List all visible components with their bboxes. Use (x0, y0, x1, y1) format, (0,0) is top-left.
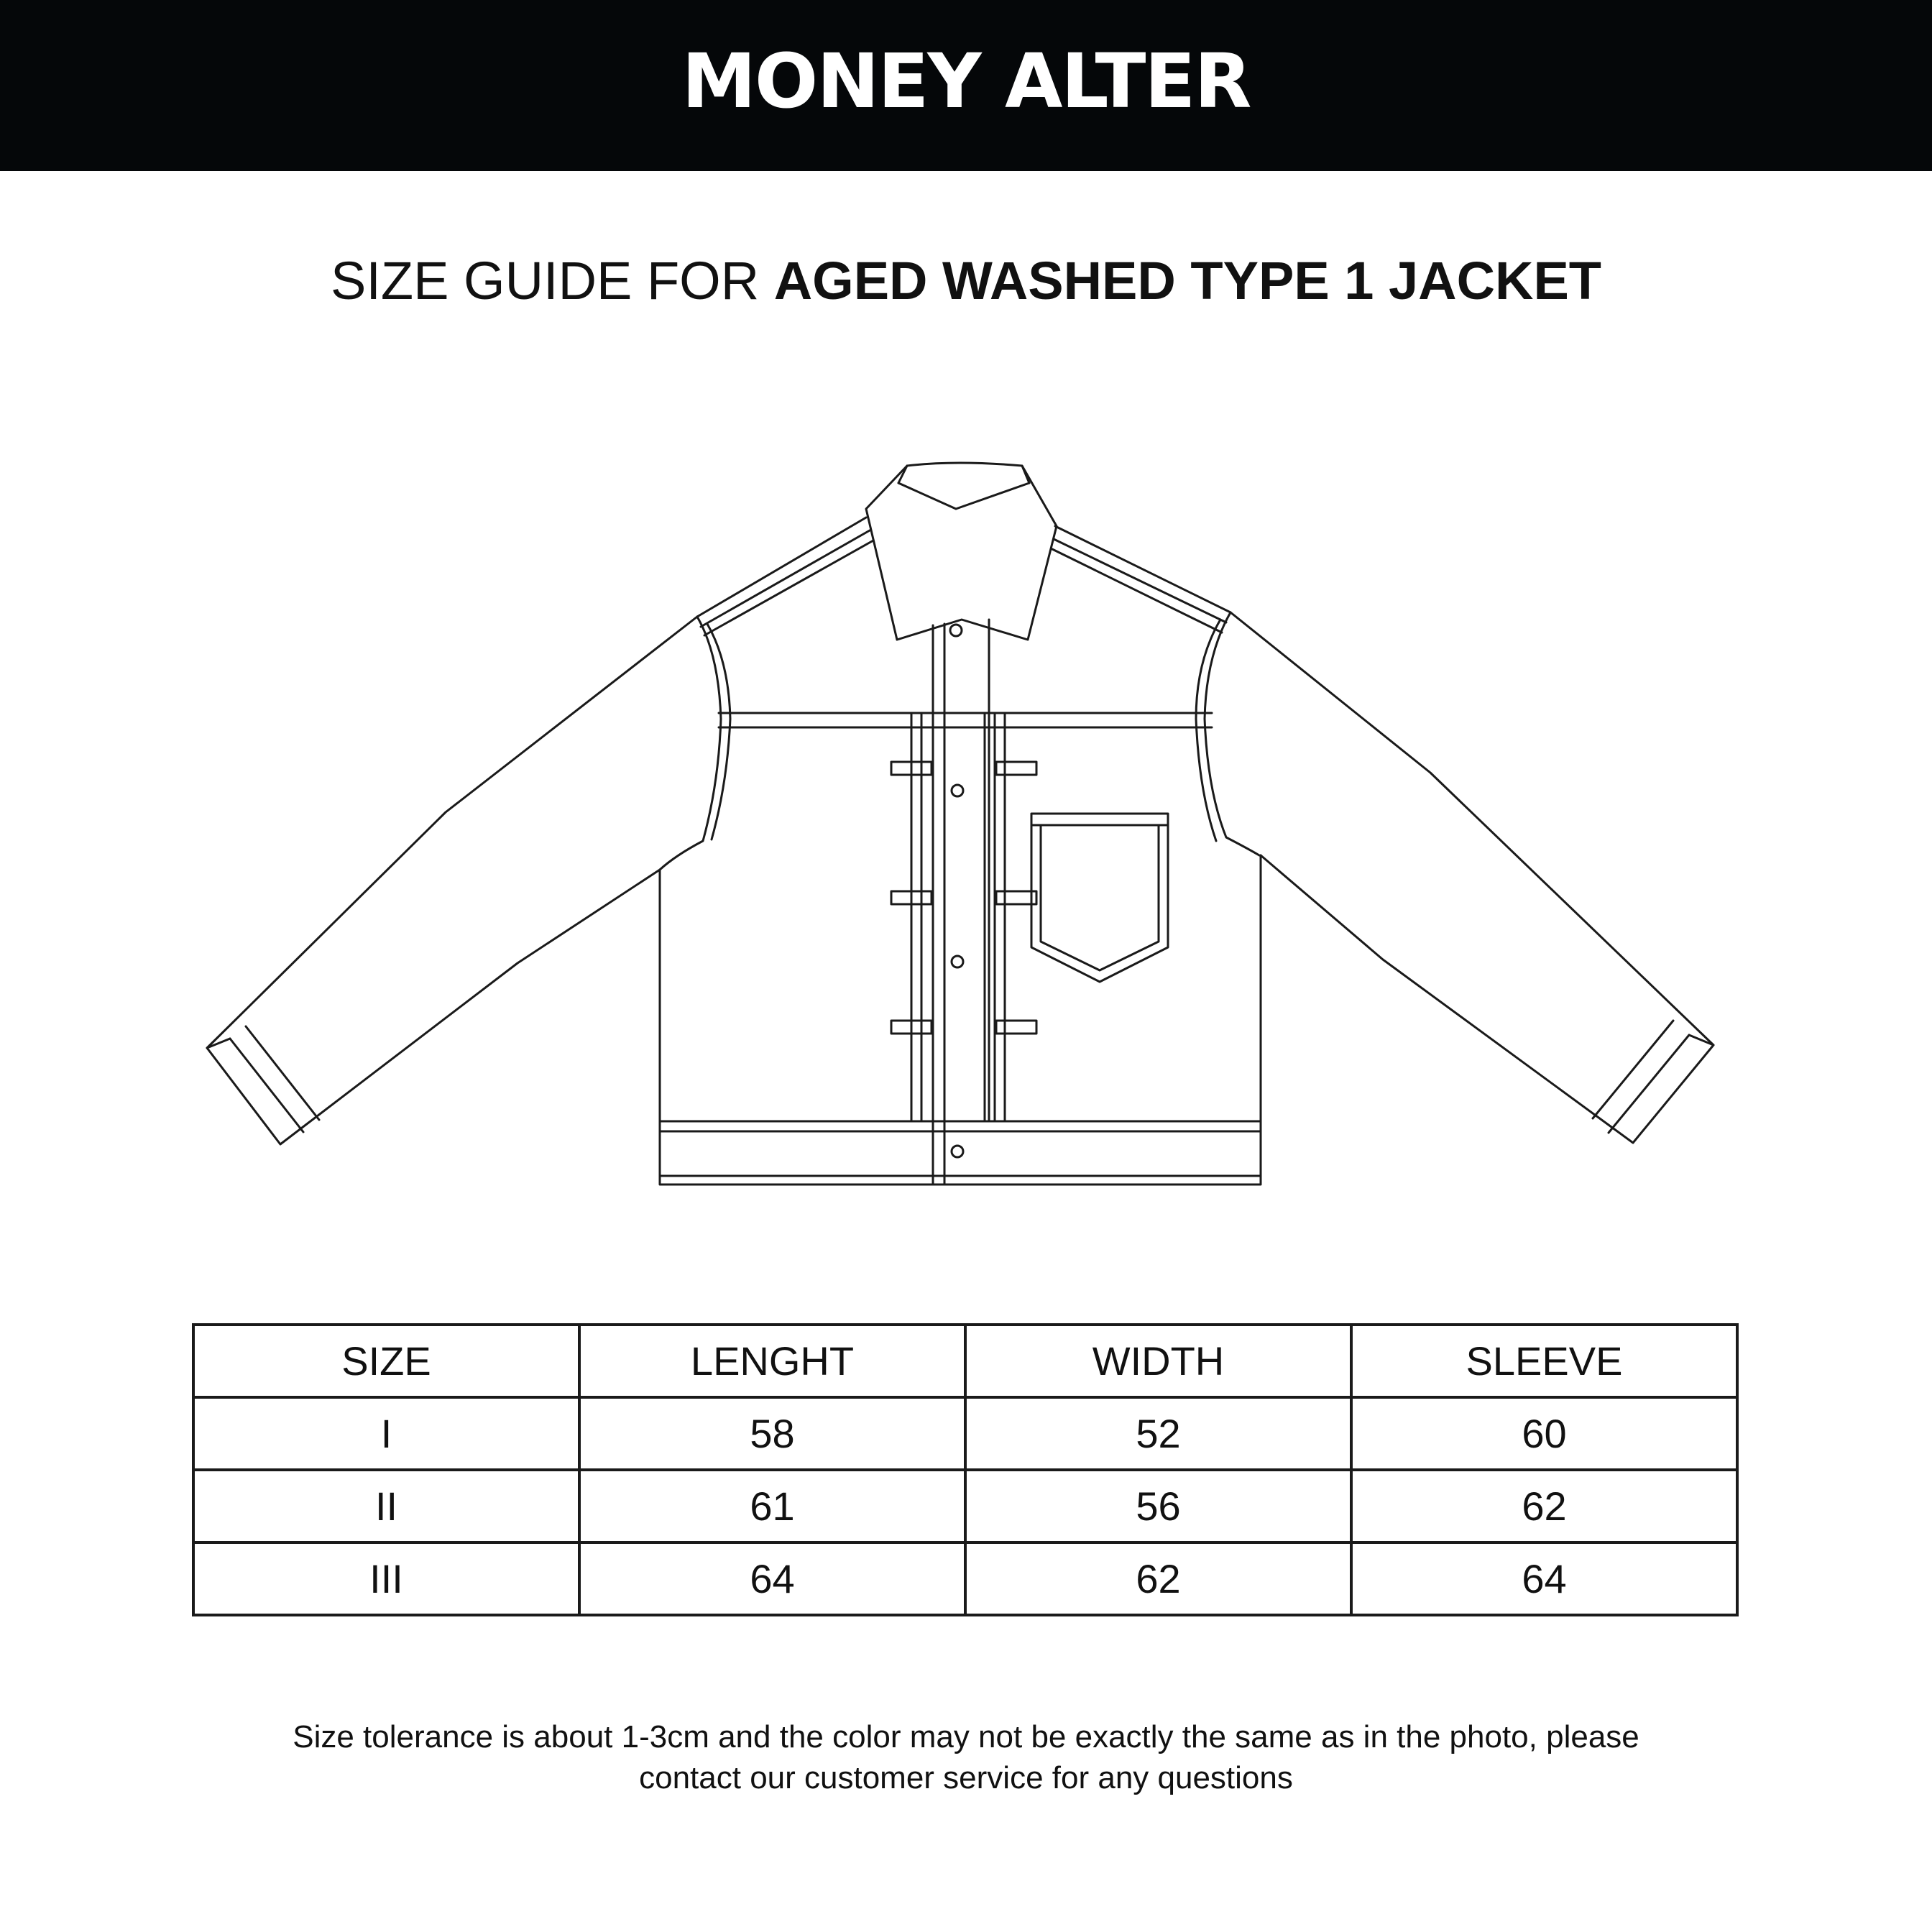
button-4 (952, 1146, 963, 1157)
column-header-width: WIDTH (965, 1325, 1351, 1397)
button-1 (950, 625, 962, 636)
table-cell: 52 (965, 1397, 1351, 1470)
note-line-1: Size tolerance is about 1-3cm and the color may not be exactly the same as in the photo, please (293, 1719, 1639, 1754)
brand-header (0, 0, 1932, 171)
table-cell: 58 (579, 1397, 965, 1470)
table-cell: I (193, 1397, 579, 1470)
page-title (0, 250, 1932, 311)
size-tolerance-note (0, 1716, 1932, 1798)
brand-logo: MONEY ALTER (681, 37, 1251, 125)
left-sleeve (207, 617, 697, 1144)
table-row (193, 1542, 1737, 1615)
table-row (193, 1397, 1737, 1470)
button-2 (952, 785, 963, 796)
column-header-length: LENGHT (579, 1325, 965, 1397)
table-cell: 61 (579, 1470, 965, 1542)
size-table (192, 1323, 1739, 1616)
right-sleeve (1230, 612, 1714, 1143)
table-cell: 60 (1351, 1397, 1737, 1470)
column-header-size: SIZE (193, 1325, 579, 1397)
table-header-row (193, 1325, 1737, 1397)
table-cell: III (193, 1542, 579, 1615)
title-product: AGED WASHED TYPE 1 JACKET (773, 251, 1602, 310)
table-cell: 64 (1351, 1542, 1737, 1615)
button-3 (952, 956, 963, 967)
table-cell: II (193, 1470, 579, 1542)
title-prefix: SIZE GUIDE FOR (330, 251, 760, 310)
note-line-2: contact our customer service for any questions (639, 1760, 1293, 1795)
table-row (193, 1470, 1737, 1542)
table-cell: 64 (579, 1542, 965, 1615)
column-header-sleeve: SLEEVE (1351, 1325, 1737, 1397)
table-cell: 62 (1351, 1470, 1737, 1542)
chest-pocket (1031, 814, 1168, 982)
jacket-body (660, 855, 1261, 1184)
table-cell: 56 (965, 1470, 1351, 1542)
collar (866, 463, 1057, 640)
table-cell: 62 (965, 1542, 1351, 1615)
